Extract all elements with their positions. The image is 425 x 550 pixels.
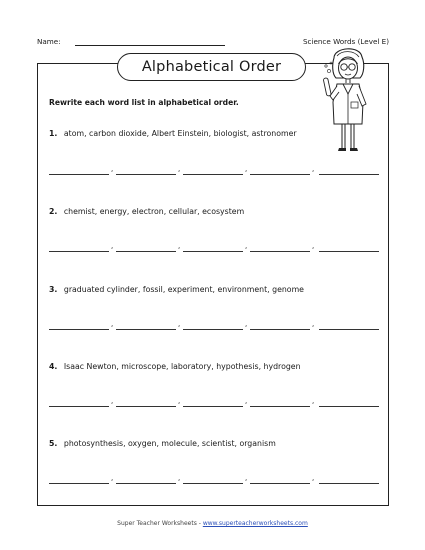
comma-separator: , — [312, 397, 315, 405]
comma-separator: , — [245, 165, 248, 173]
answer-blank[interactable] — [116, 164, 176, 175]
answer-blank[interactable] — [183, 473, 243, 484]
comma-separator: , — [111, 242, 114, 250]
comma-separator: , — [111, 165, 114, 173]
question-number: 3. — [49, 285, 58, 294]
comma-separator: , — [312, 474, 315, 482]
answer-blank[interactable] — [319, 164, 379, 175]
footer — [0, 520, 425, 527]
comma-separator: , — [178, 397, 181, 405]
answer-blank[interactable] — [116, 473, 176, 484]
answer-blank[interactable] — [250, 164, 310, 175]
answer-blank[interactable] — [250, 319, 310, 330]
comma-separator: , — [312, 320, 315, 328]
comma-separator: , — [312, 242, 315, 250]
answer-blank[interactable] — [319, 241, 379, 252]
answer-blank[interactable] — [49, 164, 109, 175]
answer-blank[interactable] — [116, 396, 176, 407]
answer-blank[interactable] — [319, 473, 379, 484]
answer-blank[interactable] — [183, 241, 243, 252]
question-3 — [49, 285, 304, 294]
question-5 — [49, 439, 276, 448]
comma-separator: , — [111, 397, 114, 405]
comma-separator: , — [245, 474, 248, 482]
answer-row-2 — [49, 241, 379, 253]
comma-separator: , — [312, 165, 315, 173]
question-number: 5. — [49, 439, 58, 448]
question-4 — [49, 362, 301, 371]
question-2 — [49, 207, 244, 216]
question-word-list: photosynthesis, oxygen, molecule, scientist, organism — [63, 439, 276, 448]
answer-blank[interactable] — [49, 241, 109, 252]
question-word-list: atom, carbon dioxide, Albert Einstein, biologist, astronomer — [63, 129, 297, 138]
answer-blank[interactable] — [250, 396, 310, 407]
comma-separator: , — [245, 320, 248, 328]
comma-separator: , — [245, 242, 248, 250]
answer-blank[interactable] — [250, 241, 310, 252]
comma-separator: , — [178, 320, 181, 328]
question-number: 4. — [49, 362, 58, 371]
name-label: Name: — [37, 37, 61, 46]
answer-row-3 — [49, 319, 379, 331]
answer-blank[interactable] — [49, 319, 109, 330]
answer-blank[interactable] — [49, 473, 109, 484]
footer-website-link[interactable]: www.superteacherworksheets.com — [202, 520, 308, 527]
answer-blank[interactable] — [183, 164, 243, 175]
answer-blank[interactable] — [250, 473, 310, 484]
answer-blank[interactable] — [319, 396, 379, 407]
comma-separator: , — [245, 397, 248, 405]
answer-blank[interactable] — [116, 319, 176, 330]
footer-publisher: Super Teacher Worksheets - — [117, 520, 203, 527]
worksheet-title: Alphabetical Order — [117, 53, 306, 81]
instructions: Rewrite each word list in alphabetical order. — [49, 98, 239, 107]
comma-separator: , — [178, 474, 181, 482]
question-number: 1. — [49, 129, 58, 138]
answer-row-4 — [49, 396, 379, 408]
worksheet-level-label: Science Words (Level E) — [302, 37, 389, 46]
comma-separator: , — [178, 165, 181, 173]
name-line[interactable] — [75, 45, 225, 46]
answer-blank[interactable] — [116, 241, 176, 252]
comma-separator: , — [178, 242, 181, 250]
question-1 — [49, 129, 297, 138]
scientist-illustration-icon — [320, 44, 380, 158]
answer-blank[interactable] — [319, 319, 379, 330]
question-word-list: Isaac Newton, microscope, laboratory, hypothesis, hydrogen — [63, 362, 301, 371]
question-word-list: chemist, energy, electron, cellular, ecosystem — [63, 207, 245, 216]
comma-separator: , — [111, 320, 114, 328]
answer-row-1 — [49, 164, 379, 176]
answer-row-5 — [49, 473, 379, 485]
comma-separator: , — [111, 474, 114, 482]
answer-blank[interactable] — [49, 396, 109, 407]
question-word-list: graduated cylinder, fossil, experiment, environment, genome — [63, 285, 304, 294]
question-number: 2. — [49, 207, 58, 216]
answer-blank[interactable] — [183, 396, 243, 407]
answer-blank[interactable] — [183, 319, 243, 330]
